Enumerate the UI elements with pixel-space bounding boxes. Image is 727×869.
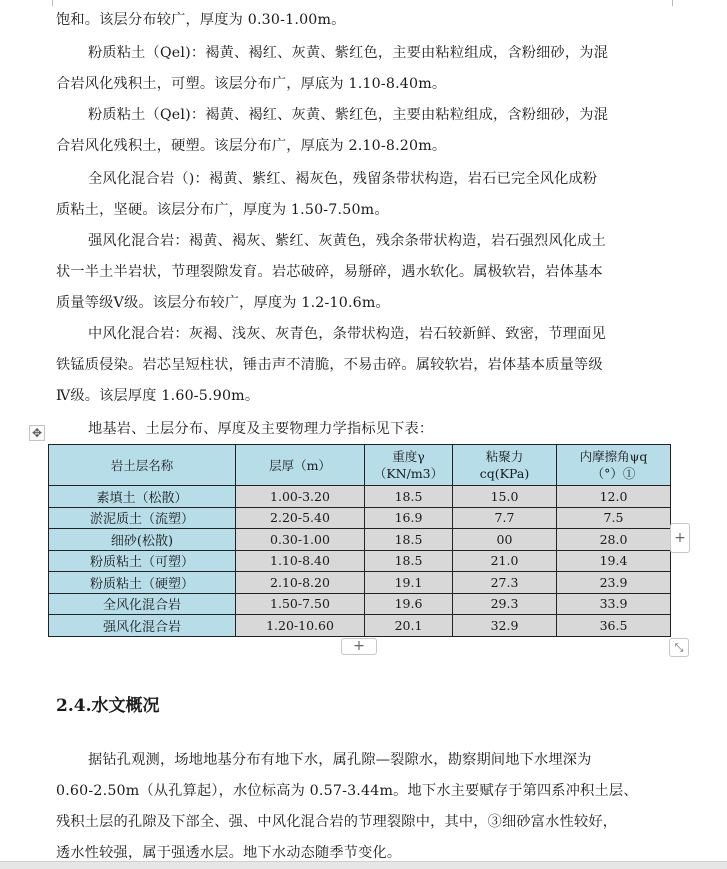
cell-friction-angle: 23.9 — [557, 572, 671, 594]
cell-thickness: 1.50-7.50 — [236, 593, 365, 615]
cell-thickness: 1.10-8.40 — [236, 550, 365, 572]
text-line: 粉质粘土（Qel)：褐黄、褐红、灰黄、紫红色，主要由粘粒组成，含粉细砂，为混 — [88, 107, 609, 123]
header-thickness — [236, 445, 365, 486]
text-line: 铁锰质侵染。岩芯呈短柱状，锤击声不清脆，不易击碎。属较软岩，岩体基本质量等级 — [56, 357, 603, 373]
cell-unit-weight: 20.1 — [365, 615, 453, 637]
table-header-row — [49, 445, 671, 486]
text-line: 残积土层的孔隙及下部全、强、中风化混合岩的节理裂隙中，其中，③细砂富水性较好， — [56, 814, 618, 830]
header-layer-name — [49, 445, 236, 486]
cell-thickness: 2.20-5.40 — [236, 507, 365, 529]
cell-friction-angle: 7.5 — [557, 507, 671, 529]
cell-cohesion: 7.7 — [453, 507, 557, 529]
cell-layer-name: 淤泥质土（流塑） — [49, 507, 236, 529]
add-row-button[interactable]: + — [341, 638, 377, 655]
cell-friction-angle: 28.0 — [557, 529, 671, 551]
table-move-icon[interactable]: ✥ — [29, 425, 45, 441]
paragraph-silty-clay-plastic — [56, 38, 664, 100]
text-line: 质量等级Ⅴ级。该层分布较广，厚度为 1.2-10.6m。 — [56, 295, 390, 311]
page-corner-mark-right — [672, 0, 687, 6]
text-line: 透水性较强，属于强透水层。地下水动态随季节变化。 — [56, 845, 402, 861]
text-line: 粉质粘土（Qel)：褐黄、褐红、灰黄、紫红色，主要由粘粒组成，含粉细砂，为混 — [88, 45, 609, 61]
soil-properties-table — [48, 444, 671, 637]
cell-cohesion: 00 — [453, 529, 557, 551]
cell-layer-name: 强风化混合岩 — [49, 615, 236, 637]
cell-layer-name: 素填土（松散） — [49, 486, 236, 508]
paragraph-strongly-weathered-rock — [56, 226, 664, 319]
table-row — [49, 507, 671, 529]
table-resize-icon[interactable]: ⤡ — [669, 638, 689, 657]
table-row — [49, 486, 671, 508]
header-text: 内摩擦角ψq — [579, 449, 648, 464]
cell-layer-name: 全风化混合岩 — [49, 593, 236, 615]
page-corner-mark-left — [38, 0, 53, 6]
cell-cohesion: 15.0 — [453, 486, 557, 508]
cell-thickness: 2.10-8.20 — [236, 572, 365, 594]
text-line: 状一半土半岩状，节理裂隙发育。岩芯破碎，易掰碎，遇水软化。属极软岩，岩体基本 — [56, 264, 603, 280]
header-text: 重度γ — [392, 449, 425, 464]
header-unit-weight — [365, 445, 453, 486]
cell-cohesion: 27.3 — [453, 572, 557, 594]
table-row — [49, 550, 671, 572]
cell-unit-weight: 18.5 — [365, 529, 453, 551]
paragraph-fill-end — [56, 5, 664, 36]
paragraph-moderately-weathered-rock — [56, 319, 664, 412]
cell-cohesion: 32.9 — [453, 615, 557, 637]
cell-layer-name: 粉质粘土（可塑） — [49, 550, 236, 572]
cell-thickness: 0.30-1.00 — [236, 529, 365, 551]
header-text: 粘聚力 — [485, 449, 524, 464]
cell-unit-weight: 18.5 — [365, 486, 453, 508]
paragraph-fully-weathered-rock — [56, 164, 664, 226]
text-line: 质粘土，坚硬。该层分布广，厚度为 1.50-7.50m。 — [56, 202, 389, 218]
paragraph-hydrology — [56, 745, 664, 869]
cell-unit-weight: 19.1 — [365, 572, 453, 594]
table-row — [49, 572, 671, 594]
cell-thickness: 1.20-10.60 — [236, 615, 365, 637]
add-column-button[interactable]: + — [670, 523, 690, 553]
text-line: 合岩风化残积土，硬塑。该层分布广，厚底为 2.10-8.20m。 — [56, 138, 447, 154]
table-row — [49, 615, 671, 637]
text-line: 全风化混合岩（)：褐黄、紫红、褐灰色，残留条带状构造，岩石已完全风化成粉 — [88, 171, 598, 187]
cell-friction-angle: 33.9 — [557, 593, 671, 615]
cell-cohesion: 21.0 — [453, 550, 557, 572]
cell-unit-weight: 19.6 — [365, 593, 453, 615]
header-friction-angle — [557, 445, 671, 486]
table-row — [49, 593, 671, 615]
header-text: 层厚（m） — [269, 457, 331, 473]
header-text: 岩土层名称 — [110, 457, 174, 473]
text-line: 饱和。该层分布较广，厚度为 0.30-1.00m。 — [56, 12, 346, 28]
cell-thickness: 1.00-3.20 — [236, 486, 365, 508]
cell-friction-angle: 19.4 — [557, 550, 671, 572]
table-row — [49, 529, 671, 551]
text-line: 地基岩、土层分布、厚度及主要物理力学指标见下表： — [88, 421, 434, 437]
cell-unit-weight: 18.5 — [365, 550, 453, 572]
page-bottom-edge — [0, 861, 727, 869]
cell-unit-weight: 16.9 — [365, 507, 453, 529]
text-line: 中风化混合岩：灰褐、浅灰、灰青色，条带状构造，岩石较新鲜、致密，节理面见 — [88, 326, 606, 342]
paragraph-silty-clay-hard — [56, 100, 664, 162]
text-line: 0.60-2.50m（从孔算起），水位标高为 0.57-3.44m。地下水主要赋存于第四系冲积土层、 — [56, 783, 638, 799]
text-line: 据钻孔观测，场地地基分布有地下水，属孔隙—裂隙水，勘察期间地下水埋深为 — [88, 752, 592, 768]
text-line: 强风化混合岩：褐黄、褐灰、紫红、灰黄色，残余条带状构造，岩石强烈风化成土 — [88, 233, 606, 249]
cell-layer-name: 粉质粘土（硬塑） — [49, 572, 236, 594]
cell-friction-angle: 36.5 — [557, 615, 671, 637]
cell-cohesion: 29.3 — [453, 593, 557, 615]
cell-layer-name: 细砂(松散) — [49, 529, 236, 551]
header-text: （KN/m3） — [373, 466, 444, 481]
section-heading: 2.4.水文概况 — [56, 696, 160, 716]
header-text: cq(KPa) — [479, 466, 530, 481]
text-line: Ⅳ级。该层厚度 1.60-5.90m。 — [56, 388, 260, 404]
header-text: （°）① — [591, 466, 636, 481]
header-cohesion — [453, 445, 557, 486]
text-line: 合岩风化残积土，可塑。该层分布广，厚底为 1.10-8.40m。 — [56, 76, 447, 92]
paragraph-table-intro — [56, 414, 664, 445]
cell-friction-angle: 12.0 — [557, 486, 671, 508]
